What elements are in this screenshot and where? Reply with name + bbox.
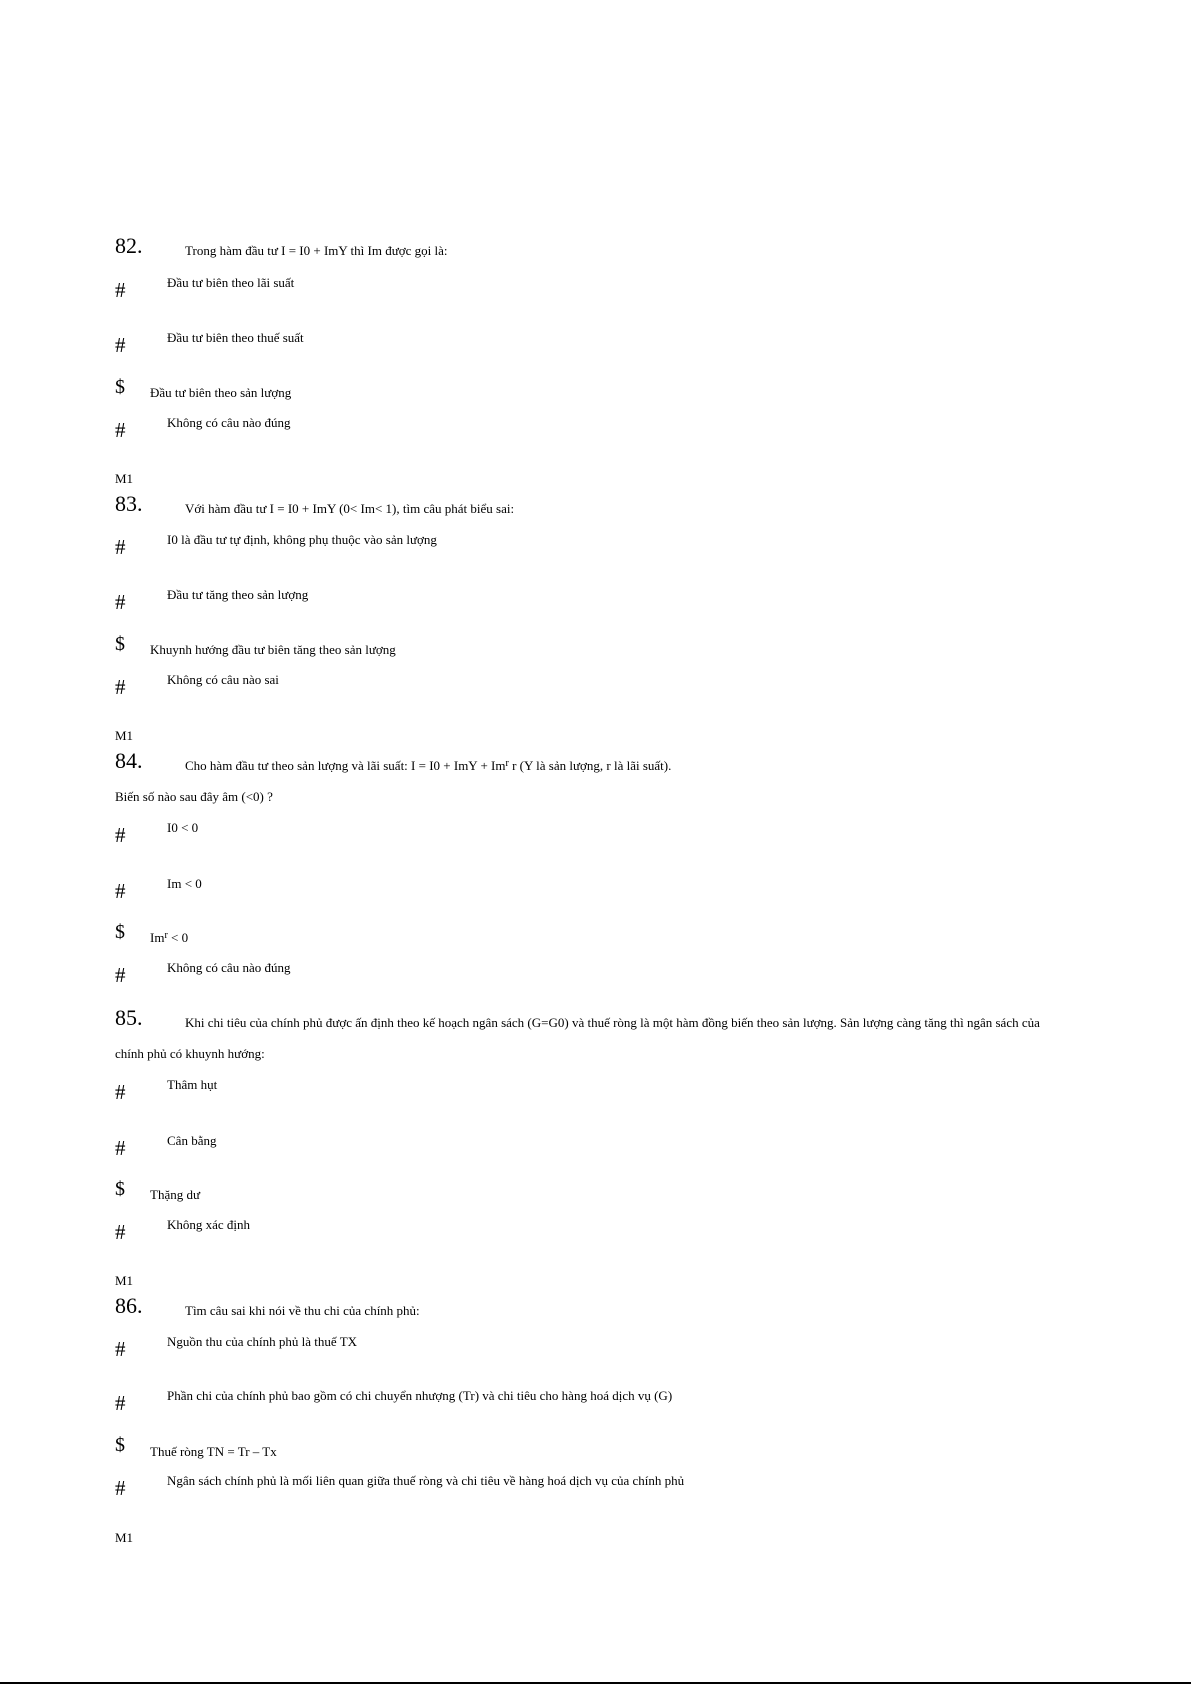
option-text-correct: Khuynh hướng đầu tư biên tăng theo sản lượng [150,642,396,657]
option-text: I0 < 0 [167,820,199,835]
question-code: M1 [115,1530,134,1545]
option-marker: # [115,1476,126,1500]
option-text-correct [150,930,188,946]
option-text: Thâm hụt [167,1077,218,1092]
option-text: Cân bằng [167,1133,217,1148]
question-text-continuation: chính phủ có khuynh hướng: [115,1046,265,1061]
superscript: r [164,930,168,941]
question-number: 86. [115,1293,143,1318]
option-marker-correct: $ [115,921,125,943]
option-marker: # [115,590,126,614]
option-text: Đầu tư tăng theo sản lượng [167,587,309,602]
option-text: Không có câu nào đúng [167,415,291,430]
question-code: M1 [115,1273,134,1288]
option-text: Phần chi của chính phủ bao gồm có chi chuyển nhượng (Tr) và chi tiêu cho hàng hoá dịch vụ (G) [167,1388,673,1403]
question-text [185,758,671,774]
option-marker: # [115,1337,126,1361]
question-text: Với hàm đầu tư I = I0 + ImY (0< Im< 1), tìm câu phát biểu sai: [185,501,515,516]
option-marker: # [115,675,126,699]
option-text: Nguồn thu của chính phủ là thuế TX [167,1334,358,1349]
option-text-correct: Đầu tư biên theo sản lượng [150,385,292,400]
option-text: Im < 0 [167,876,202,891]
question-text-part: Cho hàm đầu tư theo sản lượng và lãi suất: I = I0 + ImY + Im [185,758,506,773]
question-text: Trong hàm đầu tư I = I0 + ImY thì Im được gọi là: [185,243,448,258]
option-marker-correct: $ [115,376,125,398]
superscript: r [505,758,509,769]
question-code: M1 [115,471,134,486]
option-marker: # [115,1391,126,1415]
option-marker: # [115,1136,126,1160]
option-text-part: < 0 [167,930,189,945]
option-marker-correct: $ [115,1434,125,1456]
option-text: Đầu tư biên theo thuế suất [167,330,304,345]
option-marker: # [115,1220,126,1244]
page-bottom-rule [0,1682,1191,1684]
option-text-correct: Thặng dư [150,1187,201,1202]
question-number: 85. [115,1005,143,1030]
question-text-part: r (Y là sản lượng, r là lãi suất). [508,758,672,773]
option-marker: # [115,823,126,847]
question-text-continuation: Biến số nào sau đây âm (<0) ? [115,789,273,804]
question-code: M1 [115,728,134,743]
option-marker: # [115,963,126,987]
option-marker: # [115,1080,126,1104]
option-text: Không xác định [167,1217,251,1232]
option-text-correct: Thuế ròng TN = Tr – Tx [150,1444,277,1459]
option-text: Không có câu nào đúng [167,960,291,975]
option-text: Ngân sách chính phủ là mối liên quan giữa thuế ròng và chi tiêu về hàng hoá dịch vụ của chính phủ [167,1473,685,1488]
question-number: 82. [115,233,143,258]
question-text: Khi chi tiêu của chính phủ được ấn định theo kế hoạch ngân sách (G=G0) và thuế ròng là một hàm đồng biến theo sản lượng. Sản lượng càng tăng thì ngân sách của [185,1015,1040,1030]
option-marker: # [115,535,126,559]
option-marker-correct: $ [115,633,125,655]
option-marker: # [115,333,126,357]
option-text: Đầu tư biên theo lãi suất [167,275,295,290]
option-marker: # [115,278,126,302]
question-text: Tìm câu sai khi nói về thu chi của chính phủ: [185,1303,420,1318]
option-text-part: Im [150,930,165,945]
option-marker-correct: $ [115,1178,125,1200]
option-marker: # [115,418,126,442]
option-text: I0 là đầu tư tự định, không phụ thuộc vào sản lượng [167,532,437,547]
option-marker: # [115,879,126,903]
question-number: 83. [115,491,143,516]
option-text: Không có câu nào sai [167,672,279,687]
question-number: 84. [115,748,143,773]
